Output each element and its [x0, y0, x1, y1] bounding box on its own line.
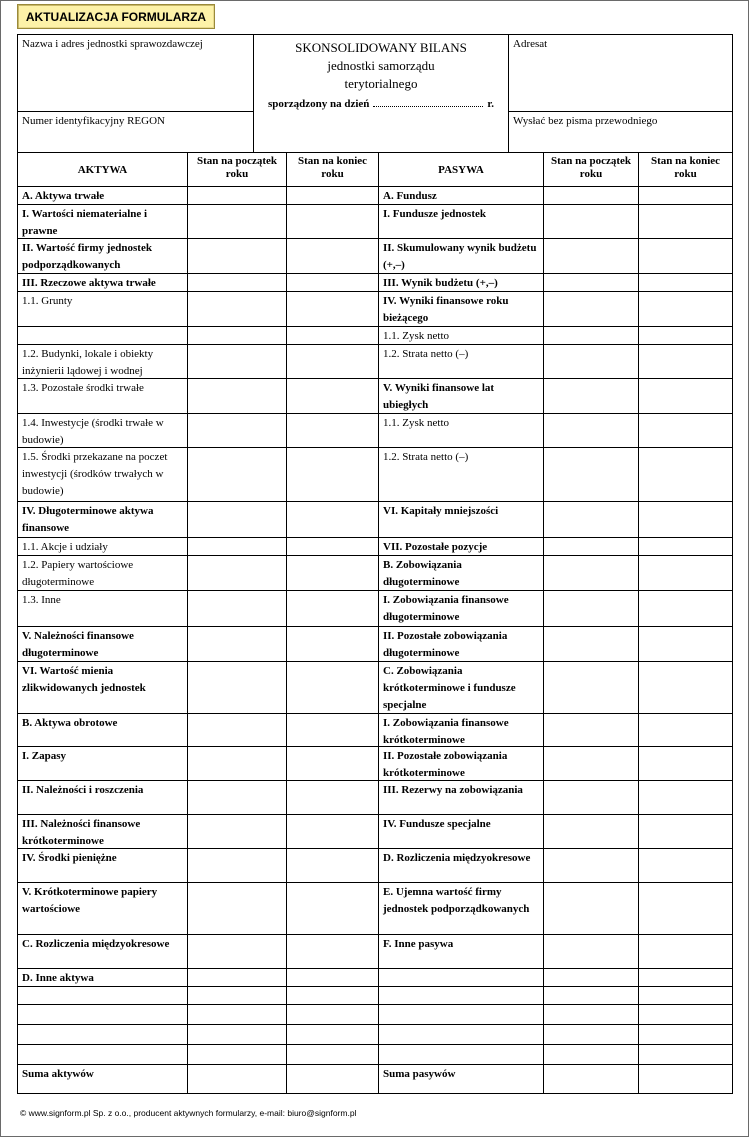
- liability-start-cell[interactable]: [543, 186, 639, 205]
- liability-label-cell: [378, 1004, 544, 1025]
- asset-label-cell: [17, 326, 188, 345]
- balance-sheet-form: [17, 34, 733, 1093]
- send-note: Wysłać bez pisma przewodniego: [513, 115, 658, 127]
- asset-label-cell: II. Wartość firmy jednostek podporządkowanych: [17, 238, 188, 274]
- asset-start-cell[interactable]: [187, 590, 287, 627]
- asset-end-cell[interactable]: [286, 590, 379, 627]
- asset-start-cell[interactable]: [187, 746, 287, 781]
- asset-end-cell[interactable]: [286, 344, 379, 379]
- asset-label-cell: A. Aktywa trwałe: [17, 186, 188, 205]
- asset-start-cell[interactable]: [187, 1024, 287, 1045]
- asset-end-cell[interactable]: [286, 848, 379, 883]
- asset-start-cell[interactable]: [187, 780, 287, 815]
- asset-label-cell: [17, 1024, 188, 1045]
- asset-label-cell: III. Należności finansowe krótkoterminowe: [17, 814, 188, 849]
- asset-start-cell[interactable]: [187, 273, 287, 292]
- liability-start-cell[interactable]: [543, 378, 639, 414]
- asset-end-cell[interactable]: [286, 814, 379, 849]
- asset-start-cell[interactable]: [187, 1004, 287, 1025]
- liability-start-cell[interactable]: [543, 848, 639, 883]
- asset-label-cell: 1.2. Budynki, lokale i obiekty inżynierii lądowej i wodnej: [17, 344, 188, 379]
- liability-end-cell[interactable]: [638, 1044, 733, 1065]
- liability-label-cell: [378, 968, 544, 987]
- asset-label-cell: V. Należności finansowe długoterminowe: [17, 626, 188, 662]
- asset-end-cell[interactable]: [286, 537, 379, 556]
- liability-label-cell: I. Zobowiązania finansowe długoterminowe: [378, 590, 544, 627]
- liability-label-cell: [378, 986, 544, 1005]
- liability-end-cell[interactable]: [638, 968, 733, 987]
- liability-start-cell[interactable]: [543, 590, 639, 627]
- liability-start-cell[interactable]: [543, 1024, 639, 1045]
- asset-end-cell[interactable]: [286, 1024, 379, 1045]
- regon-cell[interactable]: [17, 111, 254, 153]
- liability-start-cell[interactable]: [543, 326, 639, 345]
- liability-label-cell: IV. Wyniki finansowe roku bieżącego: [378, 291, 544, 327]
- liability-label-cell: VI. Kapitały mniejszości: [378, 501, 544, 538]
- liability-label-cell: B. Zobowiązania długoterminowe: [378, 555, 544, 591]
- asset-end-cell[interactable]: [286, 501, 379, 538]
- asset-label-cell: VI. Wartość mienia zlikwidowanych jednostek: [17, 661, 188, 714]
- asset-end-cell[interactable]: [286, 378, 379, 414]
- asset-end-cell[interactable]: [286, 291, 379, 327]
- liability-start-cell[interactable]: [543, 273, 639, 292]
- asset-start-cell[interactable]: [187, 238, 287, 274]
- asset-start-cell[interactable]: [187, 186, 287, 205]
- liabilities-end-header: Stan na koniec roku: [638, 152, 733, 187]
- liability-label-cell: VII. Pozostałe pozycje: [378, 537, 544, 556]
- liability-end-cell[interactable]: [638, 204, 733, 239]
- liability-end-cell[interactable]: [638, 537, 733, 556]
- liability-label-cell: E. Ujemna wartość firmy jednostek podporządkowanych: [378, 882, 544, 935]
- asset-end-cell[interactable]: [286, 326, 379, 345]
- liability-label-cell: III. Rezerwy na zobowiązania: [378, 780, 544, 815]
- liability-start-cell[interactable]: [543, 746, 639, 781]
- asset-end-cell[interactable]: [286, 204, 379, 239]
- liability-label-cell: C. Zobowiązania krótkoterminowe i fundusze specjalne: [378, 661, 544, 714]
- liability-end-cell[interactable]: [638, 413, 733, 448]
- asset-start-cell[interactable]: [187, 413, 287, 448]
- liability-end-cell[interactable]: [638, 590, 733, 627]
- liability-end-cell[interactable]: [638, 626, 733, 662]
- asset-start-cell[interactable]: [187, 204, 287, 239]
- liability-start-cell[interactable]: [543, 501, 639, 538]
- asset-start-cell[interactable]: [187, 848, 287, 883]
- liability-label-cell: I. Fundusze jednostek: [378, 204, 544, 239]
- liability-end-cell[interactable]: [638, 273, 733, 292]
- unit-name-cell[interactable]: [17, 34, 254, 112]
- asset-start-cell[interactable]: [187, 968, 287, 987]
- liability-end-cell[interactable]: [638, 780, 733, 815]
- liability-label-cell: II. Pozostałe zobowiązania długoterminowe: [378, 626, 544, 662]
- asset-end-cell[interactable]: [286, 447, 379, 502]
- liability-label-cell: 1.1. Zysk netto: [378, 326, 544, 345]
- send-note-cell: [508, 111, 733, 153]
- liability-label-cell: III. Wynik budżetu (+,–): [378, 273, 544, 292]
- liability-start-cell[interactable]: [543, 1004, 639, 1025]
- liability-end-cell[interactable]: [638, 934, 733, 969]
- asset-end-cell[interactable]: [286, 746, 379, 781]
- regon-label: Numer identyfikacyjny REGON: [22, 115, 165, 127]
- liability-start-cell[interactable]: [543, 447, 639, 502]
- liability-label-cell: 1.2. Strata netto (–): [378, 447, 544, 502]
- liability-end-cell[interactable]: [638, 186, 733, 205]
- asset-end-cell[interactable]: [286, 273, 379, 292]
- asset-end-cell[interactable]: [286, 882, 379, 935]
- liability-end-cell[interactable]: [638, 447, 733, 502]
- liability-label-cell: II. Pozostałe zobowiązania krótkoterminowe: [378, 746, 544, 781]
- asset-start-cell[interactable]: [187, 882, 287, 935]
- liability-start-cell[interactable]: [543, 780, 639, 815]
- liability-end-cell[interactable]: [638, 501, 733, 538]
- liability-end-cell[interactable]: [638, 713, 733, 747]
- liability-label-cell: I. Zobowiązania finansowe krótkoterminowe: [378, 713, 544, 747]
- asset-label-cell: 1.4. Inwestycje (środki trwałe w budowie): [17, 413, 188, 448]
- assets-header: AKTYWA: [17, 152, 188, 187]
- asset-end-cell[interactable]: [286, 1044, 379, 1065]
- liability-start-cell[interactable]: [543, 713, 639, 747]
- asset-start-cell[interactable]: [187, 555, 287, 591]
- asset-end-cell[interactable]: [286, 1064, 379, 1094]
- asset-label-cell: [17, 1044, 188, 1065]
- liability-start-cell[interactable]: [543, 986, 639, 1005]
- form-title: SKONSOLIDOWANY BILANS: [295, 40, 467, 55]
- liability-start-cell[interactable]: [543, 238, 639, 274]
- asset-end-cell[interactable]: [286, 780, 379, 815]
- liability-label-cell: V. Wyniki finansowe lat ubiegłych: [378, 378, 544, 414]
- liability-end-cell[interactable]: [638, 291, 733, 327]
- asset-end-cell[interactable]: [286, 1004, 379, 1025]
- asset-end-cell[interactable]: [286, 713, 379, 747]
- assets-end-header: Stan na koniec roku: [286, 152, 379, 187]
- liabilities-header: PASYWA: [378, 152, 544, 187]
- liability-label-cell: A. Fundusz: [378, 186, 544, 205]
- asset-label-cell: [17, 986, 188, 1005]
- asset-label-cell: 1.3. Inne: [17, 590, 188, 627]
- asset-label-cell: I. Zapasy: [17, 746, 188, 781]
- form-subtitle-2: terytorialnego: [344, 76, 418, 91]
- asset-start-cell[interactable]: [187, 713, 287, 747]
- asset-label-cell: 1.1. Grunty: [17, 291, 188, 327]
- asset-label-cell: 1.5. Środki przekazane na poczet inwestycji (środków trwałych w budowie): [17, 447, 188, 502]
- asset-label-cell: 1.2. Papiery wartościowe długoterminowe: [17, 555, 188, 591]
- liability-start-cell[interactable]: [543, 1044, 639, 1065]
- liability-start-cell[interactable]: [543, 661, 639, 714]
- asset-end-cell[interactable]: [286, 238, 379, 274]
- liability-label-cell: II. Skumulowany wynik budżetu (+,–): [378, 238, 544, 274]
- liability-start-cell[interactable]: [543, 413, 639, 448]
- liability-label-cell: Suma pasywów: [378, 1064, 544, 1094]
- liability-end-cell[interactable]: [638, 986, 733, 1005]
- liability-end-cell[interactable]: [638, 1064, 733, 1094]
- asset-end-cell[interactable]: [286, 968, 379, 987]
- asset-start-cell[interactable]: [187, 447, 287, 502]
- asset-start-cell[interactable]: [187, 814, 287, 849]
- asset-label-cell: II. Należności i roszczenia: [17, 780, 188, 815]
- liability-label-cell: 1.2. Strata netto (–): [378, 344, 544, 379]
- liability-start-cell[interactable]: [543, 626, 639, 662]
- liability-start-cell[interactable]: [543, 555, 639, 591]
- footer-copyright: © www.signform.pl Sp. z o.o., producent aktywnych formularzy, e-mail: biuro@signform.pl: [20, 1108, 357, 1118]
- liability-start-cell[interactable]: [543, 968, 639, 987]
- date-input[interactable]: [373, 95, 483, 107]
- asset-start-cell[interactable]: [187, 1044, 287, 1065]
- liability-start-cell[interactable]: [543, 882, 639, 935]
- asset-label-cell: Suma aktywów: [17, 1064, 188, 1094]
- update-form-button[interactable]: AKTUALIZACJA FORMULARZA: [17, 4, 215, 29]
- liability-start-cell[interactable]: [543, 344, 639, 379]
- asset-end-cell[interactable]: [286, 661, 379, 714]
- asset-start-cell[interactable]: [187, 291, 287, 327]
- liability-end-cell[interactable]: [638, 326, 733, 345]
- liabilities-start-header: Stan na początek roku: [543, 152, 639, 187]
- asset-start-cell[interactable]: [187, 537, 287, 556]
- liability-end-cell[interactable]: [638, 814, 733, 849]
- form-subtitle-1: jednostki samorządu: [327, 58, 435, 73]
- unit-name-label: Nazwa i adres jednostki sprawozdawczej: [22, 38, 203, 50]
- asset-label-cell: 1.3. Pozostałe środki trwałe: [17, 378, 188, 414]
- asset-label-cell: V. Krótkoterminowe papiery wartościowe: [17, 882, 188, 935]
- liability-start-cell[interactable]: [543, 1064, 639, 1094]
- addressee-label: Adresat: [513, 38, 548, 50]
- asset-end-cell[interactable]: [286, 555, 379, 591]
- liability-end-cell[interactable]: [638, 344, 733, 379]
- asset-start-cell[interactable]: [187, 626, 287, 662]
- asset-label-cell: D. Inne aktywa: [17, 968, 188, 987]
- title-cell: [253, 34, 509, 153]
- liability-start-cell[interactable]: [543, 934, 639, 969]
- asset-end-cell[interactable]: [286, 986, 379, 1005]
- assets-start-header: Stan na początek roku: [187, 152, 287, 187]
- liability-label-cell: [378, 1044, 544, 1065]
- asset-label-cell: 1.1. Akcje i udziały: [17, 537, 188, 556]
- liability-end-cell[interactable]: [638, 555, 733, 591]
- liability-end-cell[interactable]: [638, 1024, 733, 1045]
- asset-end-cell[interactable]: [286, 934, 379, 969]
- asset-label-cell: IV. Środki pieniężne: [17, 848, 188, 883]
- liability-end-cell[interactable]: [638, 1004, 733, 1025]
- liability-start-cell[interactable]: [543, 291, 639, 327]
- date-label: sporządzony na dzień: [267, 98, 370, 110]
- asset-start-cell[interactable]: [187, 344, 287, 379]
- date-suffix: r.: [487, 98, 495, 110]
- asset-label-cell: [17, 1004, 188, 1025]
- asset-label-cell: B. Aktywa obrotowe: [17, 713, 188, 747]
- liability-end-cell[interactable]: [638, 378, 733, 414]
- liability-label-cell: IV. Fundusze specjalne: [378, 814, 544, 849]
- liability-label-cell: D. Rozliczenia międzyokresowe: [378, 848, 544, 883]
- liability-end-cell[interactable]: [638, 746, 733, 781]
- liability-label-cell: 1.1. Zysk netto: [378, 413, 544, 448]
- asset-start-cell[interactable]: [187, 378, 287, 414]
- asset-label-cell: III. Rzeczowe aktywa trwałe: [17, 273, 188, 292]
- liability-start-cell[interactable]: [543, 814, 639, 849]
- asset-label-cell: IV. Długoterminowe aktywa finansowe: [17, 501, 188, 538]
- liability-start-cell[interactable]: [543, 537, 639, 556]
- liability-end-cell[interactable]: [638, 238, 733, 274]
- asset-end-cell[interactable]: [286, 626, 379, 662]
- asset-start-cell[interactable]: [187, 326, 287, 345]
- asset-label-cell: I. Wartości niematerialne i prawne: [17, 204, 188, 239]
- liability-end-cell[interactable]: [638, 882, 733, 935]
- asset-start-cell[interactable]: [187, 934, 287, 969]
- liability-end-cell[interactable]: [638, 661, 733, 714]
- liability-label-cell: [378, 1024, 544, 1045]
- asset-end-cell[interactable]: [286, 186, 379, 205]
- asset-end-cell[interactable]: [286, 413, 379, 448]
- liability-end-cell[interactable]: [638, 848, 733, 883]
- asset-start-cell[interactable]: [187, 661, 287, 714]
- asset-start-cell[interactable]: [187, 1064, 287, 1094]
- addressee-cell[interactable]: [508, 34, 733, 112]
- liability-label-cell: F. Inne pasywa: [378, 934, 544, 969]
- asset-start-cell[interactable]: [187, 986, 287, 1005]
- liability-start-cell[interactable]: [543, 204, 639, 239]
- asset-start-cell[interactable]: [187, 501, 287, 538]
- asset-label-cell: C. Rozliczenia międzyokresowe: [17, 934, 188, 969]
